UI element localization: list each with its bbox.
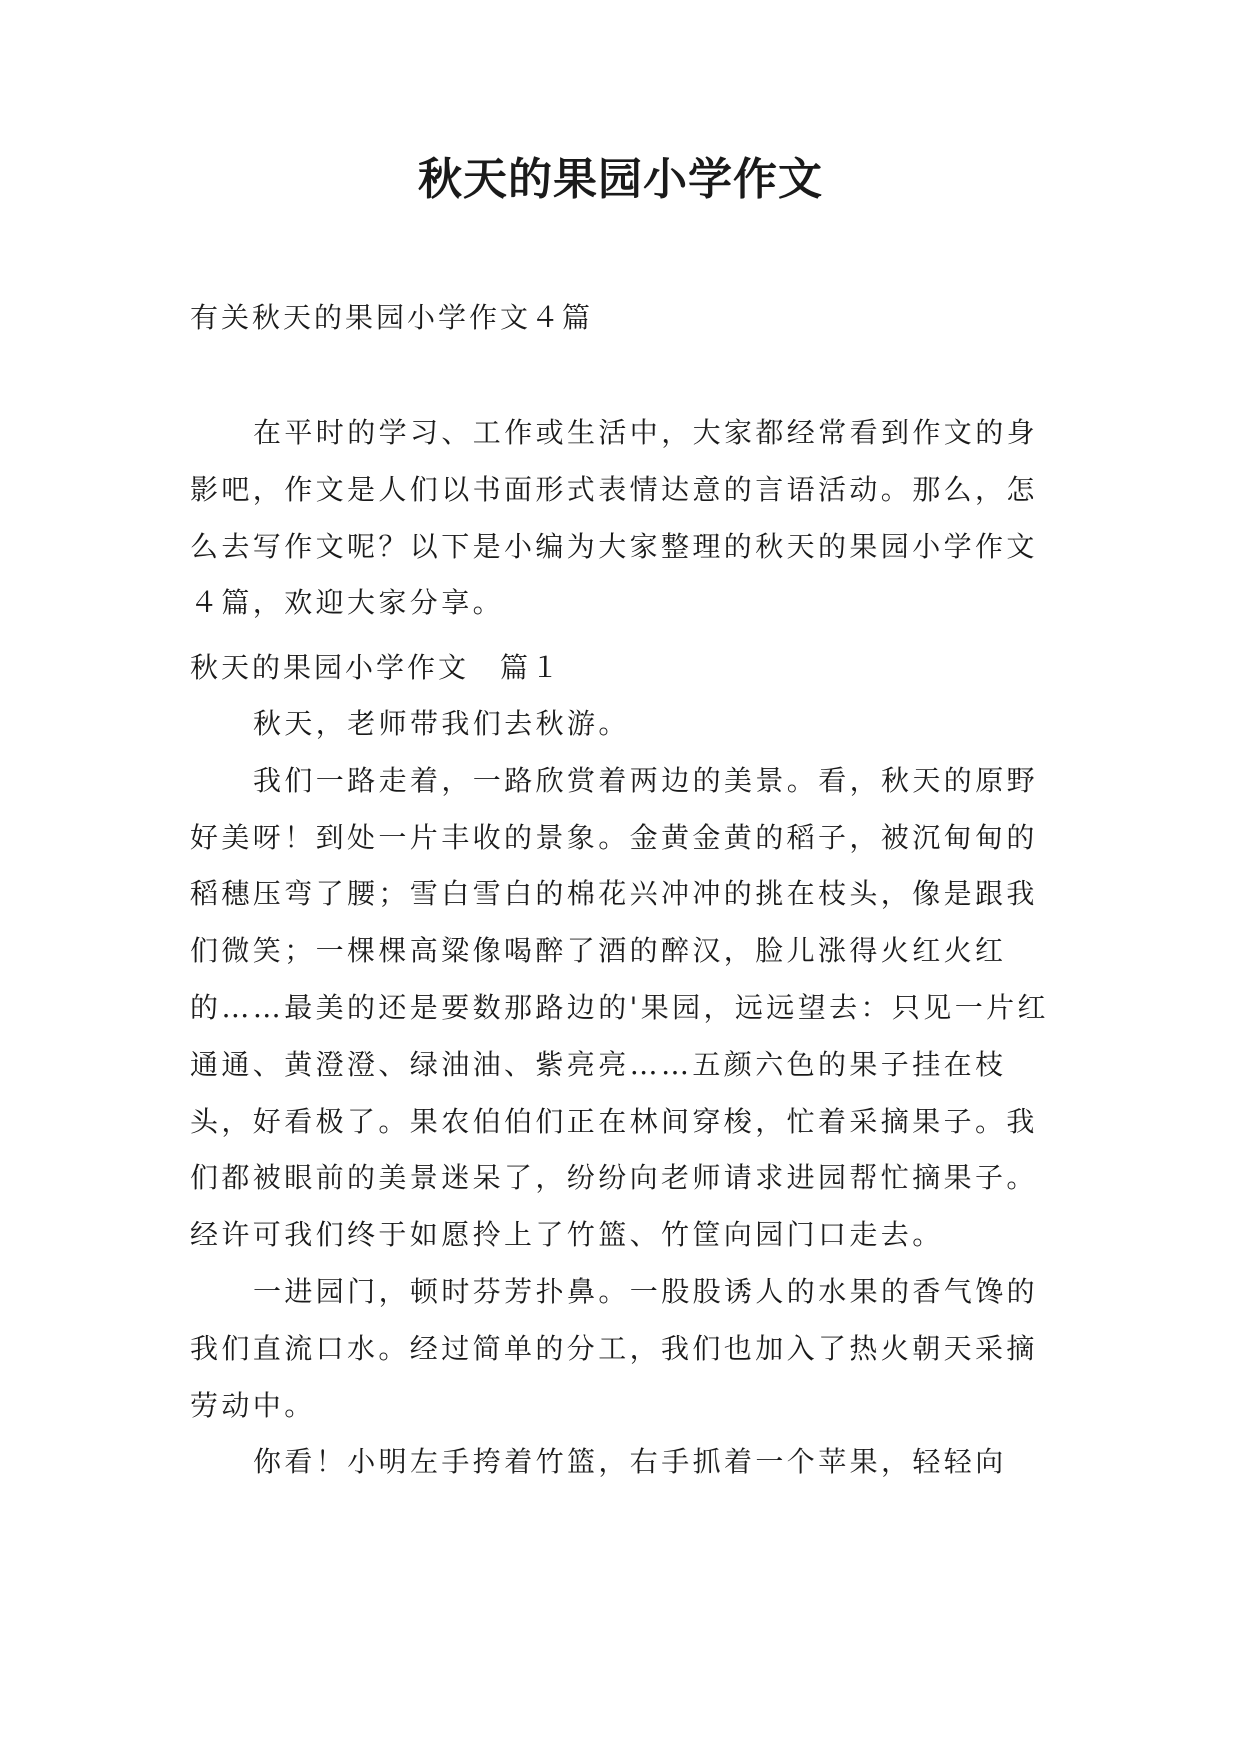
section-heading: 秋天的果园小学作文 篇１ xyxy=(190,651,563,684)
document-title: 秋天的果园小学作文 xyxy=(418,154,823,205)
essay-paragraph: 我们一路走着，一路欣赏着两边的美景。看，秋天的原野好美呀！到处一片丰收的景象。金黄金黄的稻子，被沉甸甸的稻穗压弯了腰；雪白雪白的棉花兴冲冲的挑在枝头，像是跟我们微笑；一棵棵高粱像喝醉了酒的醉汉，脸儿涨得火红火红的……最美的还是要数那路边的'果园，远远望去：只见一片红通通、黄澄澄、绿油油、紫亮亮……五颜六色的果子挂在枝头，好看极了。果农伯伯们正在林间穿梭，忙着采摘果子。我们都被眼前的美景迷呆了，纷纷向老师请求进园帮忙摘果子。经许可我们终于如愿拎上了竹篮、竹筐向园门口走去。 xyxy=(190,763,1049,1252)
essay-paragraph: 一进园门，顿时芬芳扑鼻。一股股诱人的水果的香气馋的我们直流口水。经过简单的分工，我们也加入了热火朝天采摘劳动中。 xyxy=(190,1274,1039,1422)
essay-paragraph: 你看！小明左手挎着竹篮，右手抓着一个苹果，轻轻向 xyxy=(253,1445,1007,1479)
essay-paragraph: 秋天，老师带我们去秋游。 xyxy=(253,707,630,740)
essay-body xyxy=(190,696,1053,1491)
document-subtitle: 有关秋天的果园小学作文４篇 xyxy=(190,301,594,334)
intro-paragraph: 在平时的学习、工作或生活中，大家都经常看到作文的身影吧，作文是人们以书面形式表情达意的言语活动。那么，怎么去写作文呢？以下是小编为大家整理的秋天的果园小学作文４篇，欢迎大家分享。 xyxy=(190,416,1039,620)
